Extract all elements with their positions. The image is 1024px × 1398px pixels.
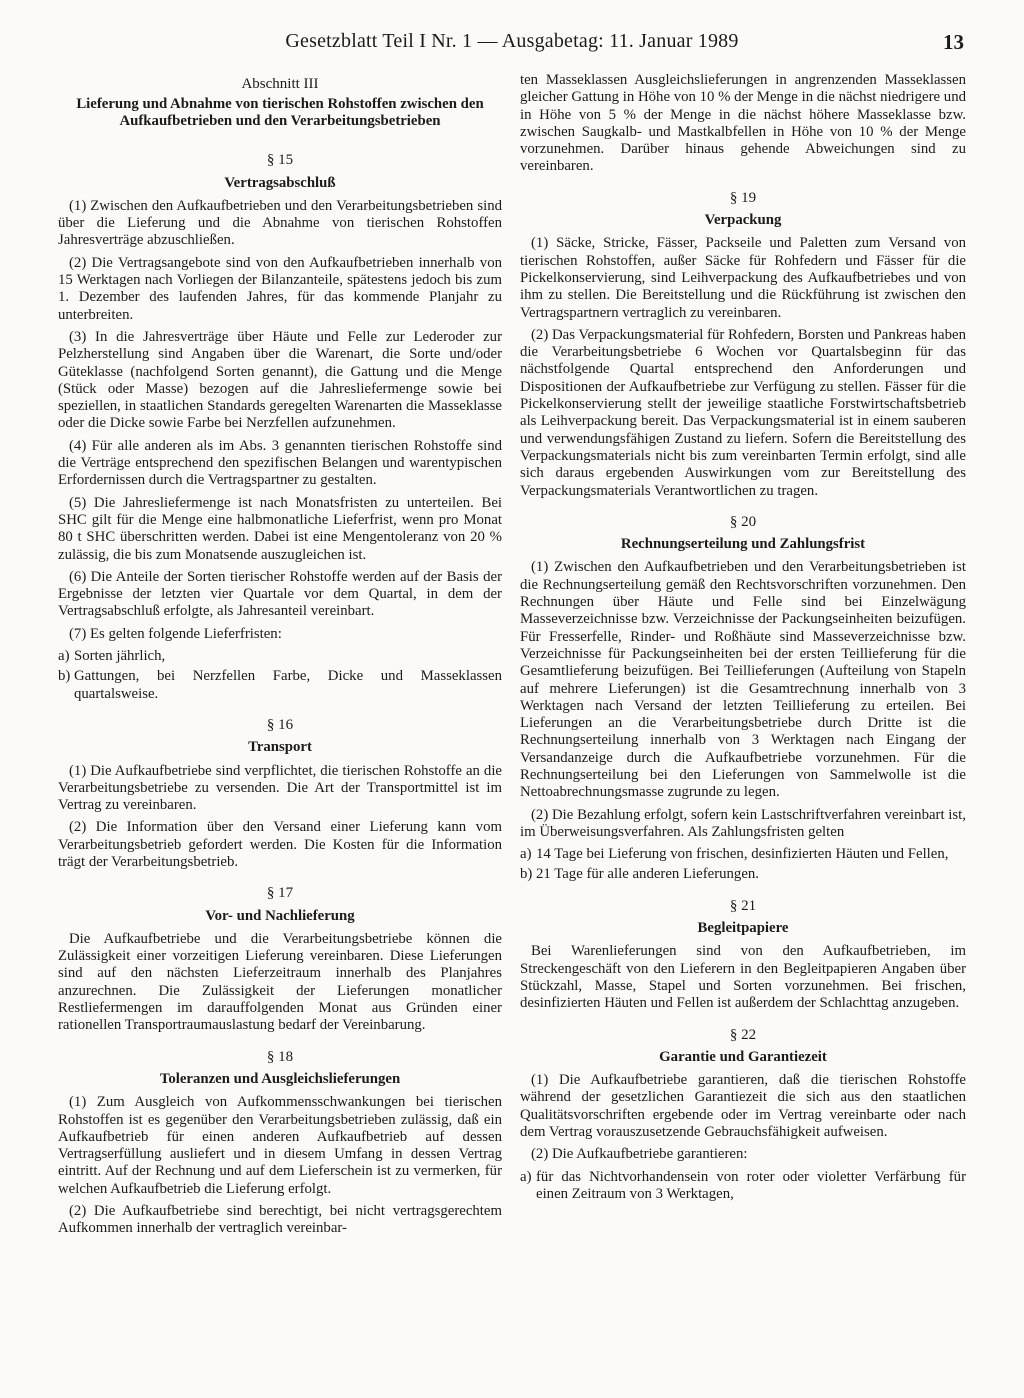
paragraph-18-2-continued: ten Masseklassen Ausgleichslieferungen in angrenzenden Masseklassen gleicher Gattung in Höhe von 10 % der Menge in die nächst niedrigere und in Höhe von 5 % der Menge in die nächst höhere Masseklasse bzw. zwischen Saugkalb- und Mastkalbfellen in Höhe von 10 % der Menge vorzunehmen. Darüber hinaus gehende Abweichungen sind zu vereinbaren. xyxy=(520,72,966,175)
left-column xyxy=(58,72,502,1378)
paragraph-number-15: § 15 xyxy=(266,152,294,169)
list-item-20-2b xyxy=(520,866,966,883)
paragraph-number-18: § 18 xyxy=(266,1048,294,1065)
paragraph-15-3: (3) In die Jahresverträge über Häute und Felle zur Lederoder zur Pelzherstellung sind Angaben über die Warenart, die Sorte und/oder Güteklasse (nachfolgend Sorten genannt), die Gattung und die Menge (Stück oder Masse) bezogen auf die Jahresliefermenge sowie bei speziellen, in staatlichen Standards geregelten Warenarten die Masseklasse oder die Dicke sowie Farbe bei Nerzfellen aufzunehmen. xyxy=(58,328,502,432)
paragraph-number-16: § 16 xyxy=(266,716,294,733)
header-title: Gesetzblatt Teil I Nr. 1 — Ausgabetag: 11. Januar 1989 xyxy=(285,30,739,52)
paragraph-17-1: Die Aufkaufbetriebe und die Verarbeitungsbetriebe können die Zulässigkeit einer vorzeitigen Lieferung vereinbaren. Diese Lieferungen sind auf den nächsten Lieferzeitraum innerhalb des Planjahres anzurechnen. Die Zulässigkeit der Lieferungen monatlicher Restliefermengen im darauffolgenden Monat aus Gründen einer rationellen Transportraumauslastung bedarf der Vereinbarung. xyxy=(58,930,502,1034)
paragraph-number-17: § 17 xyxy=(266,885,294,902)
section-title: Lieferung und Abnahme von tierischen Rohstoffen zwischen den Aufkaufbetrieben und den Verarbeitungsbetrieben xyxy=(76,96,484,130)
list-text: Sorten jährlich, xyxy=(74,648,166,665)
list-marker: b) xyxy=(520,866,533,883)
paragraph-18-2: (2) Die Aufkaufbetriebe sind berechtigt, bei nicht vertragsgerechtem Aufkommen innerhalb der vertraglich vereinbar- xyxy=(58,1203,502,1237)
list-marker: a) xyxy=(520,846,532,863)
list-text: 14 Tage bei Lieferung von frischen, desinfizierten Häuten und Fellen, xyxy=(536,846,949,863)
paragraph-15-1: (1) Zwischen den Aufkaufbetrieben und den Verarbeitungsbetrieben sind über die Lieferung und die Abnahme von tierischen Rohstoffen Jahresverträge abzuschließen. xyxy=(58,197,502,249)
paragraph-19-1: (1) Säcke, Stricke, Fässer, Packseile und Paletten zum Versand von tierischen Rohstoffen, außer Säcke für Rohfedern und Fässer für die Pickelkonservierung, sind Leihverpackung des Aufkaufbetriebes und von ihm zu stellen. Die Bereitstellung und die Rückführung ist zwischen den Vertragspartnern vertraglich zu vereinbaren. xyxy=(520,235,966,321)
page-number: 13 xyxy=(943,30,964,54)
paragraph-title-19: Verpackung xyxy=(704,212,782,229)
list-marker: a) xyxy=(520,1168,532,1185)
paragraph-20-2: (2) Die Bezahlung erfolgt, sofern kein Lastschriftverfahren vereinbart ist, im Überweisungsverfahren. Als Zahlungsfristen gelten xyxy=(520,806,966,840)
paragraph-number-22: § 22 xyxy=(729,1026,757,1043)
list-marker: a) xyxy=(58,648,70,665)
paragraph-15-6: (6) Die Anteile der Sorten tierischer Rohstoffe werden auf der Basis der Ergebnisse der letzten vier Quartale vor dem Quartal, in dem der Vertragsabschluß erfolgte, als Jahresanteil vereinbart. xyxy=(58,568,502,620)
list-text: für das Nichtvorhandensein von roter oder violetter Verfärbung für einen Zeitraum von 3 Werktagen, xyxy=(536,1168,966,1202)
paragraph-18-1: (1) Zum Ausgleich von Aufkommensschwankungen bei tierischen Rohstoffen ist es gegenüber den Verarbeitungsbetrieben zulässig, daß ein Aufkaufbetrieb für einen anderen Aufkaufbetrieb auf dessen Vertragserfüllung ausliefert und in diesem Umfang in dessen Vertrag eintritt. Auf der Rechnung und auf dem Lieferschein ist zu vermerken, für welchen Aufkaufbetrieb die Lieferung erfolgt. xyxy=(58,1094,502,1197)
paragraph-16-1: (1) Die Aufkaufbetriebe sind verpflichtet, die tierischen Rohstoffe an die Verarbeitungsbetriebe zu versenden. Die Art der Transportmittel ist im Vertrag zu vereinbaren. xyxy=(58,762,502,814)
paragraph-19-2: (2) Das Verpackungsmaterial für Rohfedern, Borsten und Pankreas haben die Verarbeitungsbetriebe 6 Wochen vor Quartalsbeginn für das nächstfolgende Quartal entsprechend den Anforderungen und Dispositionen der Aufkaufbetriebe zur Verfügung zu stellen. Fässer für die Pickelkonservierung stellt der jeweilige staatliche Forstwirtschaftsbetrieb als Leihverpackung bereit. Das Verpackungsmaterial ist in einem sauberen und verwendungsfähigen Zustand zu liefern. Sofern die Bereitstellung des Verpackungsmaterials nicht bis zum vereinbarten Termin erfolgt, sind alle sich daraus ergebenden Auswirkungen vom zur Bereitstellung des Verpackungsmaterials Verantwortlichen zu tragen. xyxy=(520,326,966,499)
list-text: 21 Tage für alle anderen Lieferungen. xyxy=(536,866,760,883)
paragraph-title-22: Garantie und Garantiezeit xyxy=(659,1048,827,1065)
list-text: Gattungen, bei Nerzfellen Farbe, Dicke und Masseklassen quartalsweise. xyxy=(74,668,502,702)
paragraph-number-21: § 21 xyxy=(729,897,757,914)
page-header xyxy=(60,30,964,70)
paragraph-15-4: (4) Für alle anderen als im Abs. 3 genannten tierischen Rohstoffe sind die Verträge entsprechend den spezifischen Belangen und warentypischen Erfordernissen durch die Vertragspartner zu gestalten. xyxy=(58,437,502,489)
paragraph-title-17: Vor- und Nachlieferung xyxy=(205,907,355,924)
paragraph-title-20: Rechnungserteilung und Zahlungsfrist xyxy=(620,536,866,553)
paragraph-21-1: Bei Warenlieferungen sind von den Aufkaufbetrieben, im Streckengeschäft von den Lieferern in den Begleitpapieren Angaben über Stückzahl, Masse, Stapel und Sorten vorzunehmen. Bei frischen, desinfizierten Häuten und Fellen ist außerdem der Schlachttag anzugeben. xyxy=(520,943,966,1012)
section-heading: Abschnitt III xyxy=(241,76,319,92)
paragraph-title-15: Vertragsabschluß xyxy=(224,174,336,191)
paragraph-22-2: (2) Die Aufkaufbetriebe garantieren: xyxy=(531,1146,748,1163)
paragraph-15-2: (2) Die Vertragsangebote sind von den Aufkaufbetrieben innerhalb von 15 Werktagen nach Vorliegen der Bilanzanteile, spätestens jedoch bis zum 1. Dezember des laufenden Jahres, für das kommende Planjahr zu unterbreiten. xyxy=(58,254,502,323)
paragraph-15-5: (5) Die Jahresliefermenge ist nach Monatsfristen zu unterteilen. Bei SHC gilt für die Menge eine halbmonatliche Lieferfrist, wenn pro Monat 80 t SHC überschritten werden. Dabei ist eine Mengentoleranz von 20 % zulässig, die bis zum Monatsende auszugleichen ist. xyxy=(58,494,502,563)
paragraph-number-19: § 19 xyxy=(729,189,757,206)
list-marker: b) xyxy=(58,668,71,685)
paragraph-title-18: Toleranzen und Ausgleichslieferungen xyxy=(159,1070,401,1087)
paragraph-22-1: (1) Die Aufkaufbetriebe garantieren, daß die tierischen Rohstoffe während der gesetzlichen Garantiezeit die sich aus den staatlichen Qualitätsvorschriften ergebende oder im Vertrag vereinbarte oder nach dem Vertrag vorauszusetzende Gebrauchsfähigkeit aufweisen. xyxy=(520,1072,966,1141)
right-column xyxy=(520,72,966,1378)
paragraph-15-7: (7) Es gelten folgende Lieferfristen: xyxy=(69,625,282,642)
list-item-15-7b xyxy=(58,668,502,703)
paragraph-title-16: Transport xyxy=(248,739,312,756)
list-item-22-2a xyxy=(520,1169,966,1204)
list-item-15-7a xyxy=(58,648,502,665)
list-item-20-2a xyxy=(520,846,966,863)
paragraph-number-20: § 20 xyxy=(729,513,757,530)
paragraph-title-21: Begleitpapiere xyxy=(697,920,789,937)
paragraph-20-1: (1) Zwischen den Aufkaufbetrieben und den Verarbeitungsbetrieben ist die Rechnungserteilung gemäß den Rechtsvorschriften vorzunehmen. Den Rechnungen über Häute und Felle sind bei Einzelwägung Masseverzeichnisse bzw. Verzeichnisse der Packungseinheiten beizufügen. Für Fresserfelle, Rinder- und Roßhäute sind Masseverzeichnisse bzw. Verzeichnisse für Packungseinheiten bei der ersten Teillieferung für die Gesamtlieferung beizufügen. Bei Teillieferungen (Aufteilung von Stapeln auf mehrere Lieferungen) ist die Gesamtrechnung innerhalb von 3 Werktagen nach Versand der letzten Teillieferung zu erteilen. Bei Lieferungen an die Verarbeitungsbetriebe durch Dritte ist die Rechnungserteilung innerhalb von 3 Werktagen nach Eingang der Versandanzeige durch die Aufkaufbetriebe vorzunehmen. Für die Rechnungserteilung bei den Lieferungen von Sammelwolle ist die Nettoabrechnungsmasse zugrunde zu legen. xyxy=(520,559,966,801)
paragraph-16-2: (2) Die Information über den Versand einer Lieferung kann vom Verarbeitungsbetrieb gefordert werden. Die Kosten für die Information trägt der Verarbeitungsbetrieb. xyxy=(58,819,502,870)
